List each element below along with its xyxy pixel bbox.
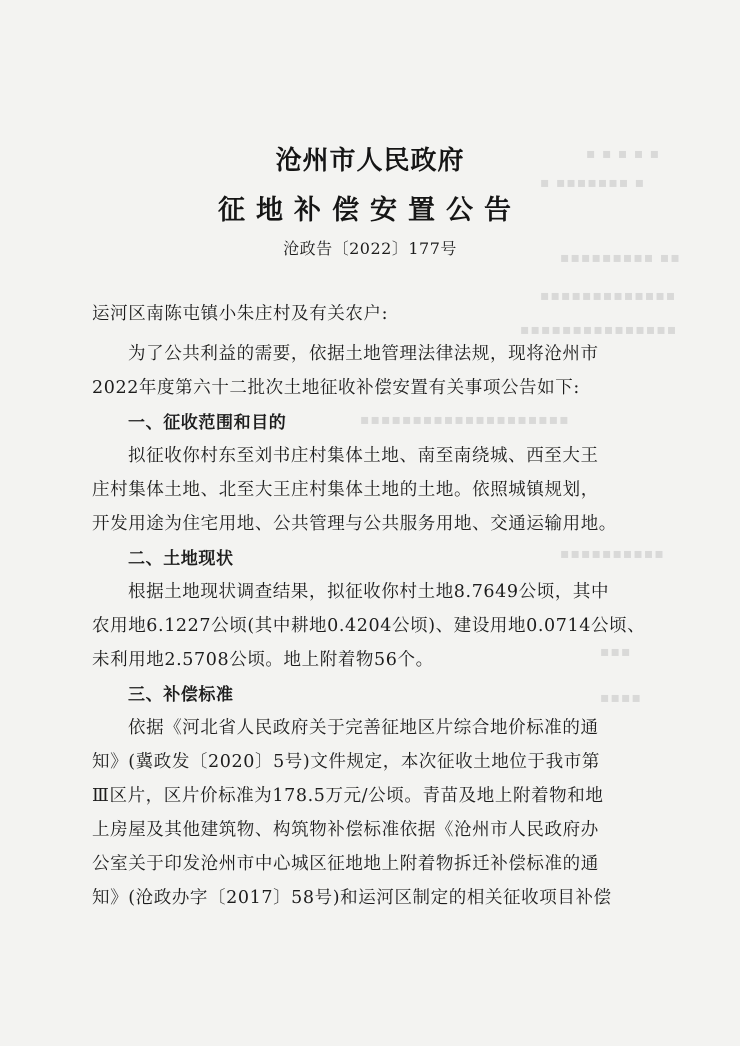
paragraph-line: 上房屋及其他建筑物、构筑物补偿标准依据《沧州市人民政府办	[92, 820, 599, 840]
paragraph-line: 开发用途为住宅用地、公共管理与公共服务用地、交通运输用地。	[92, 514, 617, 534]
notice-title: 征地补偿安置公告	[218, 195, 522, 226]
addressee: 运河区南陈屯镇小朱庄村及有关农户:	[92, 304, 389, 324]
paragraph-line: 依据《河北省人民政府关于完善征地区片综合地价标准的通	[128, 718, 599, 738]
intro-line: 为了公共利益的需要，依据土地管理法律法规，现将沧州市	[128, 344, 599, 364]
bleed-through-text: ▪▪▪▪▪▪▪▪▪▪▪▪▪▪▪	[520, 322, 678, 338]
intro-line: 2022年度第六十二批次土地征收补偿安置有关事项公告如下:	[92, 378, 580, 398]
bleed-through-text: ▪▪▪▪▪▪▪▪▪▪	[560, 546, 665, 562]
document-number: 沧政告〔2022〕177号	[283, 239, 457, 258]
bleed-through-text: ▪▪▪	[600, 644, 632, 660]
bleed-through-text: ▪ ▪ ▪ ▪ ▪	[586, 146, 661, 162]
bleed-through-text: ▪▪▪▪▪▪▪▪▪▪▪▪▪	[540, 288, 677, 304]
paragraph-line: 根据土地现状调查结果，拟征收你村土地8.7649公顷，其中	[128, 582, 610, 602]
agency-title: 沧州市人民政府	[275, 146, 465, 176]
section-heading: 一、征收范围和目的	[128, 413, 287, 433]
bleed-through-text: ▪▪▪▪▪▪▪▪▪▪▪▪▪▪▪▪▪▪▪▪	[360, 412, 570, 428]
paragraph-line: 知》(冀政发〔2020〕5号)文件规定，本次征收土地位于我市第	[92, 752, 600, 772]
paragraph-line: 知》(沧政办字〔2017〕58号)和运河区制定的相关征收项目补偿	[92, 888, 612, 908]
paragraph-line: 公室关于印发沧州市中心城区征地地上附着物拆迁补偿标准的通	[92, 854, 599, 874]
paragraph-line: 拟征收你村东至刘书庄村集体土地、南至南绕城、西至大王	[128, 446, 599, 466]
section-heading: 二、土地现状	[128, 549, 234, 569]
bleed-through-text: ▪▪▪▪	[600, 690, 642, 706]
paragraph-line: 农用地6.1227公顷(其中耕地0.4204公顷)、建设用地0.0714公顷、	[92, 616, 646, 636]
section-heading: 三、补偿标准	[128, 685, 234, 705]
paragraph-line: Ⅲ区片，区片价标准为178.5万元/公顷。青苗及地上附着物和地	[92, 786, 604, 806]
paragraph-line: 未利用地2.5708公顷。地上附着物56个。	[92, 650, 434, 670]
paragraph-line: 庄村集体土地、北至大王庄村集体土地的土地。依照城镇规划，	[92, 480, 599, 500]
bleed-through-text: ▪ ▪▪▪▪▪▪▪ ▪	[540, 175, 646, 191]
bleed-through-text: ▪▪▪▪▪▪▪▪▪ ▪▪	[560, 250, 681, 266]
